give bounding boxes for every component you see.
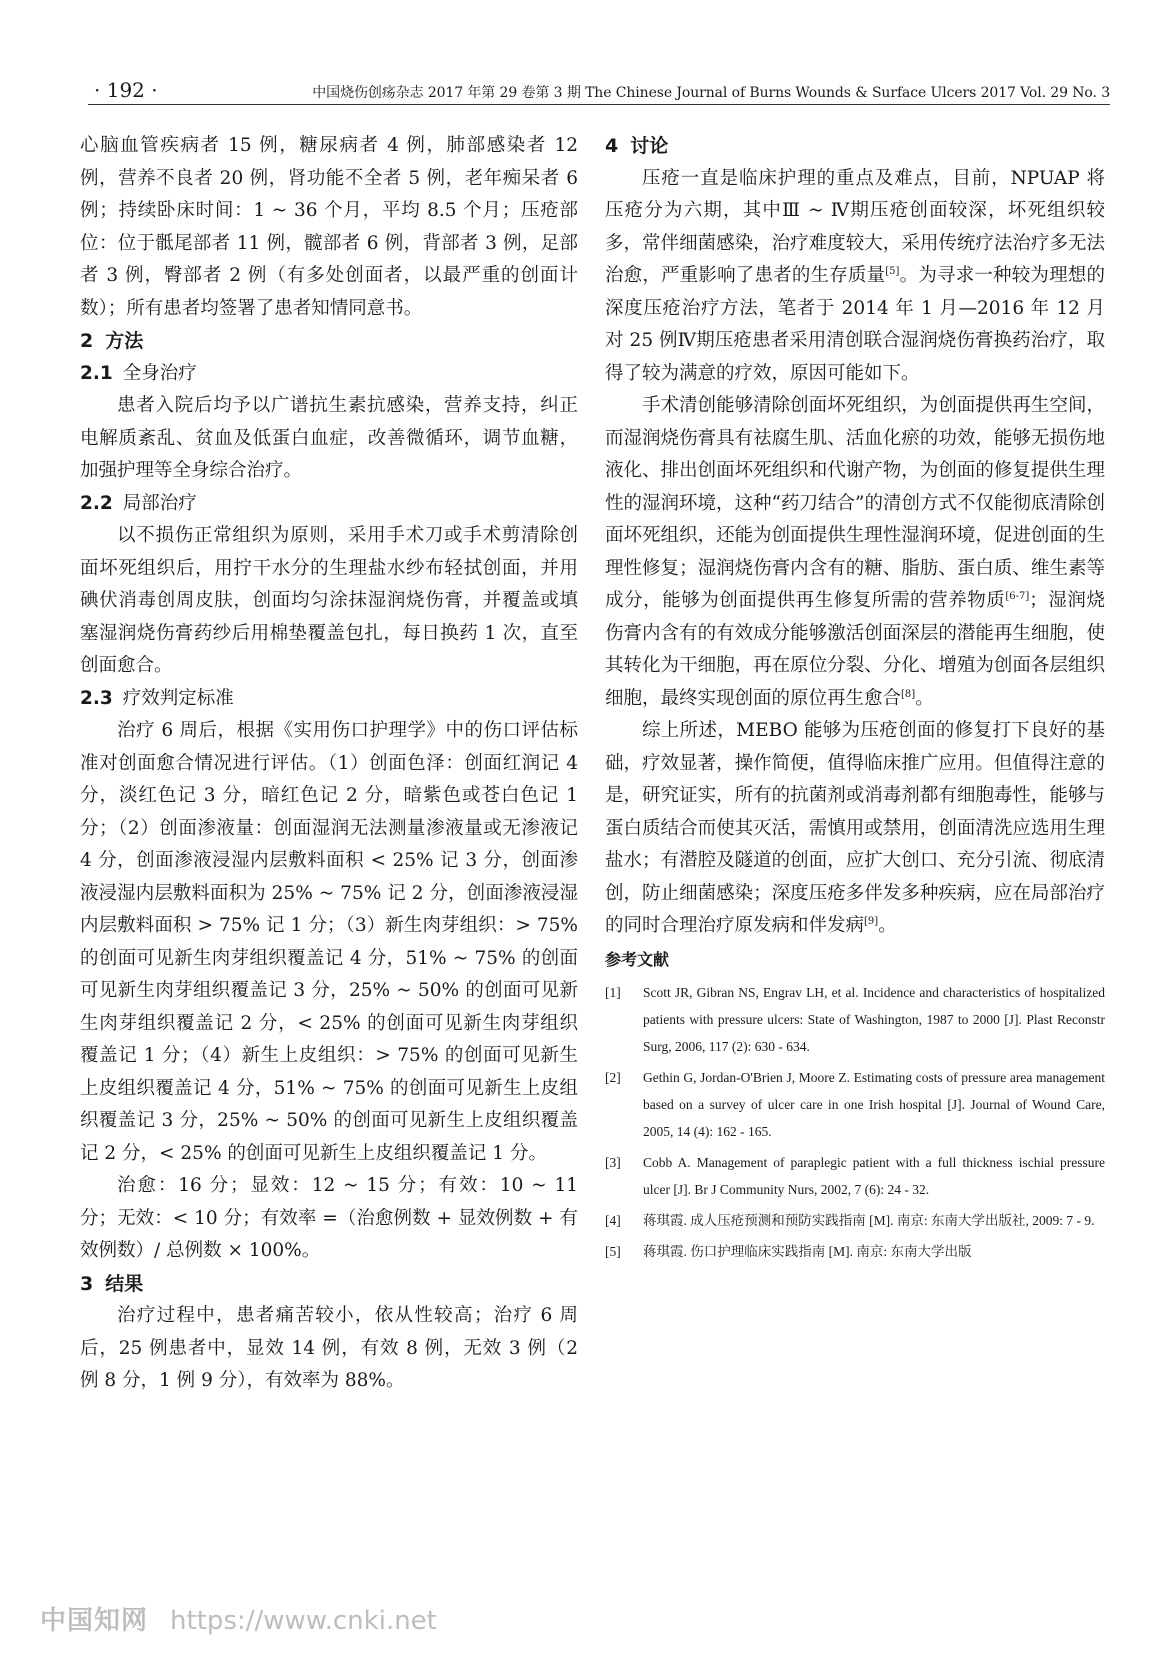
reference-text: Cobb A. Management of paraplegic patient with a full thickness ischial pressure ulcer [J]. Br J Community Nurs, 2002, 7 (6): 24 - 32. (643, 1154, 1105, 1197)
cnki-url: https://www.cnki.net (170, 1606, 437, 1636)
paragraph-systemic-treatment: 患者入院后均予以广谱抗生素抗感染，营养支持，纠正电解质紊乱、贫血及低蛋白血症，改善微循环，调节血糖，加强护理等全身综合治疗。 (80, 395, 578, 481)
section-title: 结果 (105, 1272, 144, 1295)
paragraph-discussion-2 (605, 390, 1105, 715)
section-heading-discussion (605, 130, 1105, 163)
section-title: 讨论 (630, 135, 669, 157)
paragraph-efficacy-criteria: 治疗 6 周后，根据《实用伤口护理学》中的伤口评估标准对创面愈合情况进行评估。（1）创面色泽：创面红润记 4 分，淡红色记 3 分，暗红色记 2 分，暗紫色或苍白色记 1 分；（2）创面渗液量：创面湿润无法测量渗液量或无渗液记 4 分，创面渗液浸湿内层敷料面积 < 25% 记 3 分，创面渗液浸湿内层敷料面积为 25% ~ 75% 记 2 分，创面渗液浸湿内层敷料面积 > 75% 记 1 分；（3）新生肉芽组织：> 75% 的创面可见新生肉芽组织覆盖记 4 分，51% ~ 75% 的创面可见新生肉芽组织覆盖记 3 分，25% ~ 50% 的创面可见新生肉芽组织覆盖记 2 分，< 25% 的创面可见新生肉芽组织覆盖记 1 分；（4）新生上皮组织：> 75% 的创面可见新生上皮组织覆盖记 4 分，51% ~ 75% 的创面可见新生上皮组织覆盖记 3 分，25% ~ 50% 的创面可见新生上皮组织覆盖记 2 分，< 25% 的创面可见新生上皮组织覆盖记 1 分。 (80, 720, 578, 1164)
citation-ref: [6-7] (1005, 590, 1030, 602)
subsection-title: 疗效判定标准 (122, 687, 234, 709)
journal-running-head: 中国烧伤创疡杂志 2017 年第 29 卷第 3 期 The Chinese Journal of Burns Wounds & Surface Ulcers 2017 Vol. 29 No. 3 (312, 85, 1110, 101)
page-number: · 192 · (94, 78, 158, 102)
citation-ref: [5] (885, 265, 900, 277)
subsection-title: 局部治疗 (122, 492, 197, 514)
subsection-heading-2-1 (80, 358, 578, 391)
running-header (88, 78, 1110, 105)
references-heading: 参考文献 (605, 949, 670, 969)
subsection-number: 2.2 (80, 492, 113, 514)
reference-number: [1] (605, 984, 621, 1000)
cnki-brand: 中国知网 (40, 1606, 149, 1636)
subsection-title: 全身治疗 (122, 362, 197, 384)
reference-text: Gethin G, Jordan-O'Brien J, Moore Z. Estimating costs of pressure area management based on a survey of ulcer care in one Irish hospital [J]. Journal of Wound Care, 2005, 14 (4): 162 - 165. (643, 1069, 1105, 1139)
section-number: 2 (80, 330, 94, 352)
section-title: 方法 (105, 330, 144, 352)
paragraph-patient-info: 心脑血管疾病者 15 例，糖尿病者 4 例，肺部感染者 12 例，营养不良者 20 例，肾功能不全者 5 例，老年痴呆者 6 例；持续卧床时间：1 ~ 36 个月，平均 8.5 个月；压疮部位：位于骶尾部者 11 例，髋部者 6 例，背部者 3 例，足部者 3 例，臀部者 2 例（有多处创面者，以最严重的创面计数）；所有患者均签署了患者知情同意书。 (80, 135, 578, 319)
reference-number: [5] (605, 1243, 621, 1259)
citation-ref: [9] (864, 915, 879, 927)
section-number: 4 (605, 135, 619, 157)
text-run: 。 (878, 915, 897, 936)
reference-item (605, 979, 1105, 1060)
section-heading-methods (80, 325, 578, 358)
text-run: 压疮一直是临床护理的重点及难点，目前，NPUAP 将压疮分为六期，其中Ⅲ ~ Ⅳ期压疮创面较深，坏死组织较多，常伴细菌感染，治疗难度较大，采用传统疗法治疗多无法治愈，严重影响了患者的生存质量 (605, 167, 1105, 286)
right-column (605, 130, 1105, 1269)
left-column (80, 130, 578, 1398)
reference-number: [3] (605, 1154, 621, 1170)
reference-text: 蒋琪霞. 成人压疮预测和预防实践指南 [M]. 南京: 东南大学出版社, 2009: 7 - 9. (643, 1212, 1095, 1228)
text-run: 。 (915, 687, 934, 709)
reference-number: [4] (605, 1212, 621, 1228)
subsection-number: 2.3 (80, 687, 113, 709)
text-run: ；湿润烧伤膏内含有的有效成分能够激活创面深层的潜能再生细胞，使其转化为干细胞，再在原位分裂、分化、增殖为创面各层组织细胞，最终实现创面的原位再生愈合 (605, 590, 1105, 709)
paragraph-results: 治疗过程中，患者痛苦较小，依从性较高；治疗 6 周后，25 例患者中，显效 14 例，有效 8 例，无效 3 例（2 例 8 分，1 例 9 分），有效率为 88%。 (80, 1305, 578, 1391)
subsection-heading-2-2 (80, 488, 578, 521)
text-run: 综上所述，MEBO 能够为压疮创面的修复打下良好的基础，疗效显著，操作简便，值得临床推广应用。但值得注意的是，研究证实，所有的抗菌剂或消毒剂都有细胞毒性，能够与蛋白质结合而使其灭活，需慎用或禁用，创面清洗应选用生理盐水；有潜腔及隧道的创面，应扩大创口、充分引流、彻底清创，防止细菌感染；深度压疮多伴发多种疾病，应在局部治疗的同时合理治疗原发病和伴发病 (605, 720, 1105, 936)
subsection-number: 2.1 (80, 362, 113, 384)
reference-item (605, 1149, 1105, 1203)
reference-number: [2] (605, 1069, 621, 1085)
reference-item (605, 1238, 1105, 1265)
reference-text: Scott JR, Gibran NS, Engrav LH, et al. Incidence and characteristics of hospitalized patients with pressure ulcers: State of Washington, 1987 to 2000 [J]. Plast Reconstr Surg, 2006, 117 (2): 630 - 634. (643, 984, 1105, 1054)
cnki-watermark (40, 1600, 437, 1637)
paragraph-score-definition: 治愈：16 分；显效：12 ~ 15 分；有效：10 ~ 11 分；无效：< 10 分；有效率 =（治愈例数 + 显效例数 + 有效例数）/ 总例数 × 100%。 (80, 1175, 578, 1261)
subsection-heading-2-3 (80, 683, 578, 716)
paragraph-discussion-1 (605, 163, 1105, 391)
reference-item (605, 1064, 1105, 1145)
text-run: 。为寻求一种较为理想的深度压疮治疗方法，笔者于 2014 年 1 月—2016 年 12 月对 25 例Ⅳ期压疮患者采用清创联合湿润烧伤膏换药治疗，取得了较为满意的疗效，原因可能如下。 (605, 265, 1105, 384)
citation-ref: [8] (901, 688, 916, 700)
paragraph-local-treatment: 以不损伤正常组织为原则，采用手术刀或手术剪清除创面坏死组织后，用拧干水分的生理盐水纱布轻拭创面，并用碘伏消毒创周皮肤，创面均匀涂抹湿润烧伤膏，并覆盖或填塞湿润烧伤膏药纱后用棉垫覆盖包扎，每日换药 1 次，直至创面愈合。 (80, 525, 578, 676)
paragraph-discussion-3 (605, 715, 1105, 943)
section-number: 3 (80, 1272, 94, 1295)
reference-item (605, 1207, 1105, 1234)
section-heading-results (80, 1268, 578, 1301)
text-run: 手术清创能够清除创面坏死组织，为创面提供再生空间，而湿润烧伤膏具有祛腐生肌、活血化瘀的功效，能够无损伤地液化、排出创面坏死组织和代谢产物，为创面的修复提供生理性的湿润环境，这种“药刀结合”的清创方式不仅能彻底清除创面坏死组织，还能为创面提供生理性湿润环境，促进创面的生理性修复；湿润烧伤膏内含有的糖、脂肪、蛋白质、维生素等成分，能够为创面提供再生修复所需的营养物质 (605, 395, 1105, 611)
reference-text: 蒋琪霞. 伤口护理临床实践指南 [M]. 南京: 东南大学出版 (643, 1243, 972, 1259)
